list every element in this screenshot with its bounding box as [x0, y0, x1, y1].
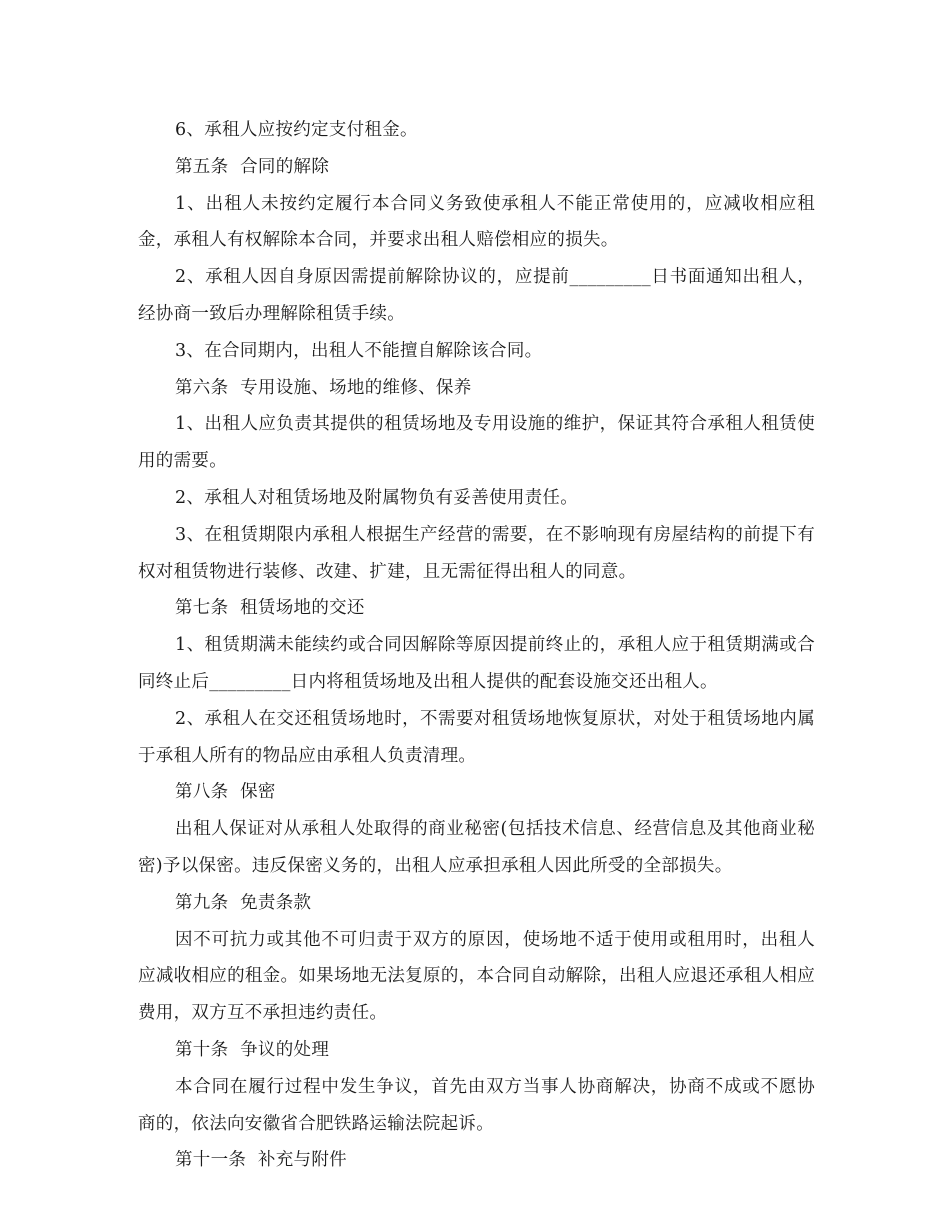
article-10-heading: 第十条 争议的处理 [175, 1039, 330, 1060]
paragraph-6-1: 1、出租人应负责其提供的租赁场地及专用设施的维护，保证其符合承租人租赁使用的需要。 [138, 414, 815, 472]
paragraph-6-2: 2、承租人对租赁场地及附属物负有妥善使用责任。 [175, 487, 579, 508]
paragraph-7-1: 1、租赁期满未能续约或合同因解除等原因提前终止的，承租人应于租赁期满或合同终止后_________日内将租赁场地及出租人提供的配套设施交还出租人。 [138, 635, 815, 692]
paragraph-5-1: 1、出租人未按约定履行本合同义务致使承租人不能正常使用的，应减收相应租金，承租人有权解除本合同，并要求出租人赔偿相应的损失。 [138, 193, 815, 251]
paragraph-6-3: 3、在租赁期限内承租人根据生产经营的需要，在不影响现有房屋结构的前提下有权对租赁物进行装修、改建、扩建，且无需征得出租人的同意。 [138, 524, 815, 582]
article-5-heading: 第五条 合同的解除 [175, 156, 330, 177]
document-body [138, 112, 815, 1179]
paragraph-10-body: 本合同在履行过程中发生争议，首先由双方当事人协商解决，协商不成或不愿协商的，依法向安徽省合肥铁路运输法院起诉。 [138, 1076, 815, 1134]
paragraph-8-body: 出租人保证对从承租人处取得的商业秘密(包括技术信息、经营信息及其他商业秘密)予以保密。违反保密义务的，出租人应承担承租人因此所受的全部损失。 [138, 819, 815, 876]
paragraph-5-3: 3、在合同期内，出租人不能擅自解除该合同。 [175, 340, 543, 361]
article-11-heading: 第十一条 补充与附件 [175, 1150, 347, 1171]
paragraph-5-2: 2、承租人因自身原因需提前解除协议的，应提前_________日书面通知出租人，经协商一致后办理解除租赁手续。 [138, 267, 815, 324]
article-7-heading: 第七条 租赁场地的交还 [175, 598, 365, 619]
paragraph-9-body: 因不可抗力或其他不可归责于双方的原因，使场地不适于使用或租用时，出租人应减收相应的租金。如果场地无法复原的，本合同自动解除，出租人应退还承租人相应费用，双方互不承担违约责任。 [138, 929, 815, 1024]
paragraph-clause-6: 6、承租人应按约定支付租金。 [175, 120, 418, 140]
article-9-heading: 第九条 免责条款 [175, 892, 312, 913]
article-6-heading: 第六条 专用设施、场地的维修、保养 [175, 377, 472, 398]
article-8-heading: 第八条 保密 [175, 782, 276, 803]
paragraph-7-2: 2、承租人在交还租赁场地时，不需要对租赁场地恢复原状，对处于租赁场地内属于承租人所有的物品应由承租人负责清理。 [138, 708, 815, 766]
